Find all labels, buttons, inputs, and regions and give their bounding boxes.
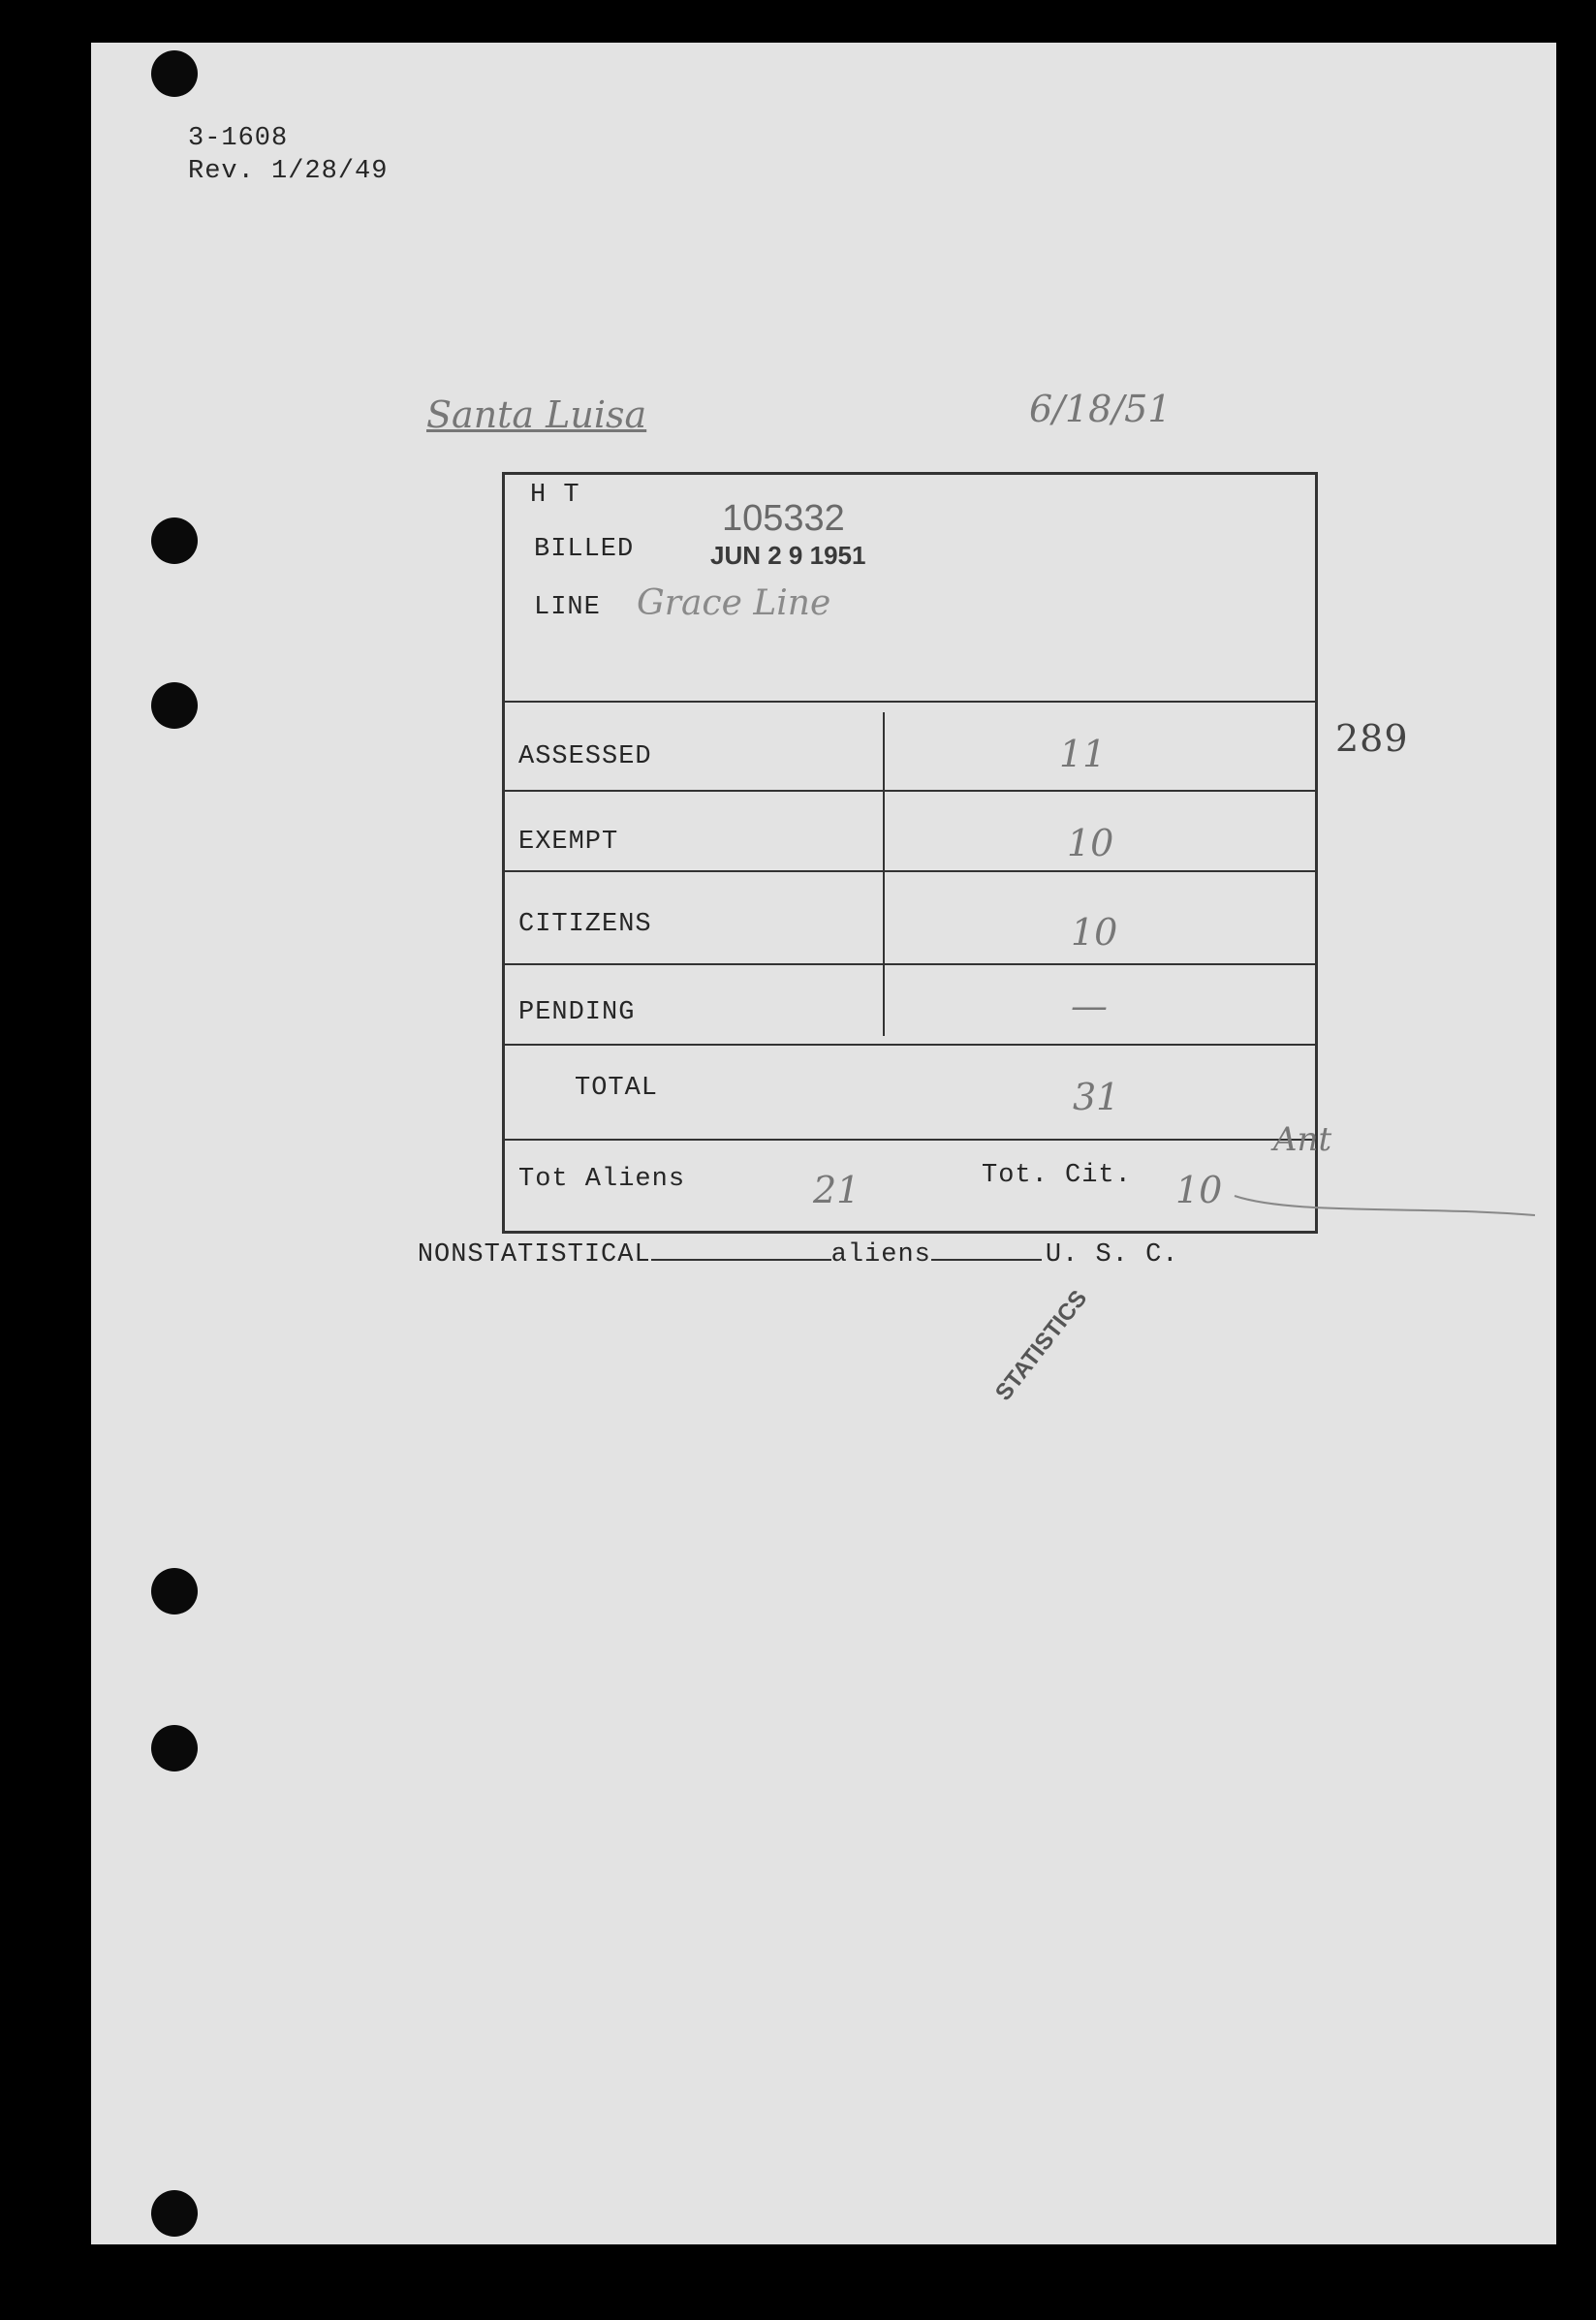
line-name-handwritten: Grace Line bbox=[637, 583, 831, 623]
nonstatistical-blank bbox=[651, 1259, 831, 1261]
statistics-stamp: STATISTICS bbox=[990, 1285, 1093, 1406]
ht-label: H T bbox=[530, 481, 580, 510]
date-handwritten: 6/18/51 bbox=[1029, 388, 1172, 430]
form-table bbox=[502, 472, 1318, 1234]
tot-aliens-value: 21 bbox=[813, 1169, 861, 1211]
stamp-number: 105332 bbox=[722, 498, 845, 539]
ship-name-handwritten: Santa Luisa bbox=[426, 393, 647, 436]
row-value-assessed: 11 bbox=[1059, 733, 1107, 775]
billed-label: BILLED bbox=[534, 535, 635, 564]
table-rule bbox=[505, 870, 1315, 872]
table-divider bbox=[883, 712, 885, 1036]
initials-handwritten: Ant bbox=[1273, 1120, 1332, 1159]
table-rule bbox=[505, 963, 1315, 965]
table-rule bbox=[505, 1044, 1315, 1046]
row-value-exempt: 10 bbox=[1067, 822, 1114, 864]
total-value: 31 bbox=[1073, 1076, 1120, 1118]
table-rule bbox=[505, 701, 1315, 703]
nonstatistical-line bbox=[351, 1211, 1179, 1299]
aliens-label: aliens bbox=[830, 1240, 931, 1270]
row-value-citizens: 10 bbox=[1071, 911, 1118, 954]
table-rule bbox=[505, 1139, 1315, 1141]
nonstatistical-label: NONSTATISTICAL bbox=[417, 1240, 651, 1270]
table-rule bbox=[505, 790, 1315, 792]
row-label-assessed: ASSESSED bbox=[518, 742, 652, 771]
document-page bbox=[91, 43, 1556, 2244]
tot-cit-value: 10 bbox=[1175, 1169, 1223, 1211]
row-label-pending: PENDING bbox=[518, 998, 636, 1027]
form-revision: Rev. 1/28/49 bbox=[188, 157, 389, 186]
initials-flourish bbox=[1225, 1147, 1554, 1235]
binder-hole bbox=[151, 1568, 198, 1615]
stamp-date: JUN 2 9 1951 bbox=[710, 541, 866, 570]
form-number: 3-1608 bbox=[188, 124, 289, 153]
total-label: TOTAL bbox=[575, 1074, 659, 1103]
row-label-citizens: CITIZENS bbox=[518, 910, 652, 939]
binder-hole bbox=[151, 50, 198, 97]
tot-cit-label: Tot. Cit. bbox=[982, 1161, 1132, 1190]
binder-hole bbox=[151, 517, 198, 564]
line-label: LINE bbox=[534, 593, 601, 622]
binder-hole bbox=[151, 682, 198, 729]
aliens-blank bbox=[931, 1259, 1042, 1261]
binder-hole bbox=[151, 2190, 198, 2237]
usc-label: U. S. C. bbox=[1045, 1240, 1179, 1270]
tot-aliens-label: Tot Aliens bbox=[518, 1165, 686, 1194]
binder-hole bbox=[151, 1725, 198, 1771]
page-number: 289 bbox=[1335, 717, 1409, 760]
row-value-pending: — bbox=[1071, 985, 1108, 1027]
row-label-exempt: EXEMPT bbox=[518, 828, 619, 857]
